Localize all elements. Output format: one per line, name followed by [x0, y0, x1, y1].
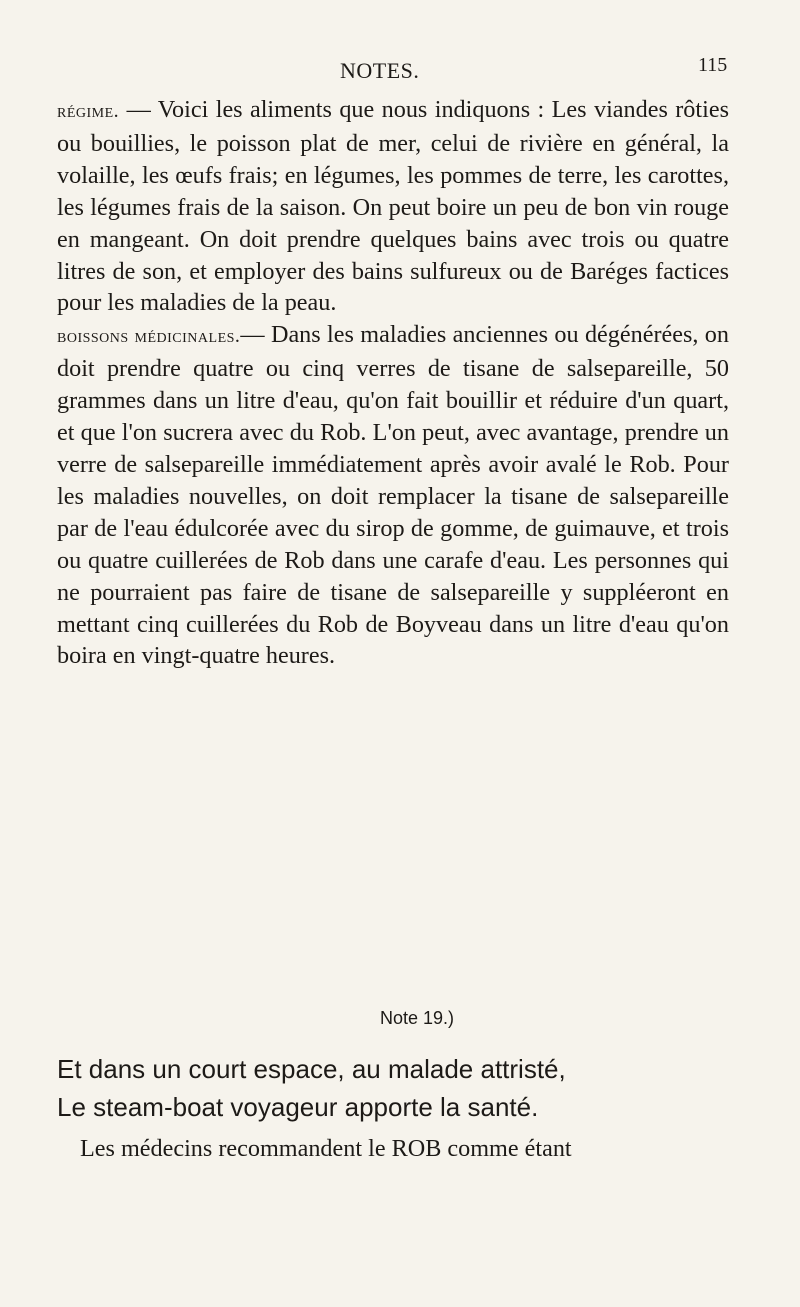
running-title: NOTES. [340, 58, 420, 83]
running-head [0, 54, 800, 88]
paragraph-lead: régime. [57, 100, 120, 122]
closing-line: Les médecins recommandent le ROB comme étant [80, 1135, 572, 1162]
note-reference: Note 19.) [380, 1008, 455, 1028]
paragraph-text: — Dans les maladies anciennes ou dégénérées, on doit prendre quatre ou cinq verres de tisane de salsepareille, 50 grammes dans un litre d'eau, qu'on fait bouillir et réduire d'un quart, et que l'on sucrera avec du Rob. L'on peut, avec avantage, prendre un verre de salsepareille immédiatement après avoir avalé le Rob. Pour les maladies nouvelles, on doit remplacer la tisane de salsepareille par de l'eau édulcorée avec du sirop de gomme, de guimauve, et trois ou quatre cuillerées de Rob dans une carafe d'eau. Les personnes qui ne pourraient pas faire de tisane de salsepareille y suppléeront en mettant cinq cuillerées du Rob de Boyveau dans un litre d'eau qu'on boira en vingt-quatre heures. [57, 321, 729, 670]
paragraph-boissons [57, 319, 729, 672]
paragraph-lead: boissons médicinales. [57, 325, 241, 348]
page-number: 115 [698, 54, 728, 76]
verse-line: Et dans un court espace, au malade attristé, [57, 1054, 566, 1084]
verse-line: Le steam-boat voyageur apporte la santé. [57, 1092, 539, 1122]
body-text [57, 94, 729, 672]
verse [57, 1050, 566, 1126]
paragraph-text: — Voici les aliments que nous indiquons : Les viandes rôties ou bouillies, le poisson plat de mer, celui de rivière en général, la volaille, les œufs frais; en légumes, les pommes de terre, les carottes, les légumes frais de la saison. On peut boire un peu de bon vin rouge en mangeant. On doit prendre quelques bains avec trois ou quatre litres de son, et employer des bains sulfureux ou de Baréges factices pour les maladies de la peau. [57, 96, 729, 317]
paragraph-regime [57, 94, 729, 319]
